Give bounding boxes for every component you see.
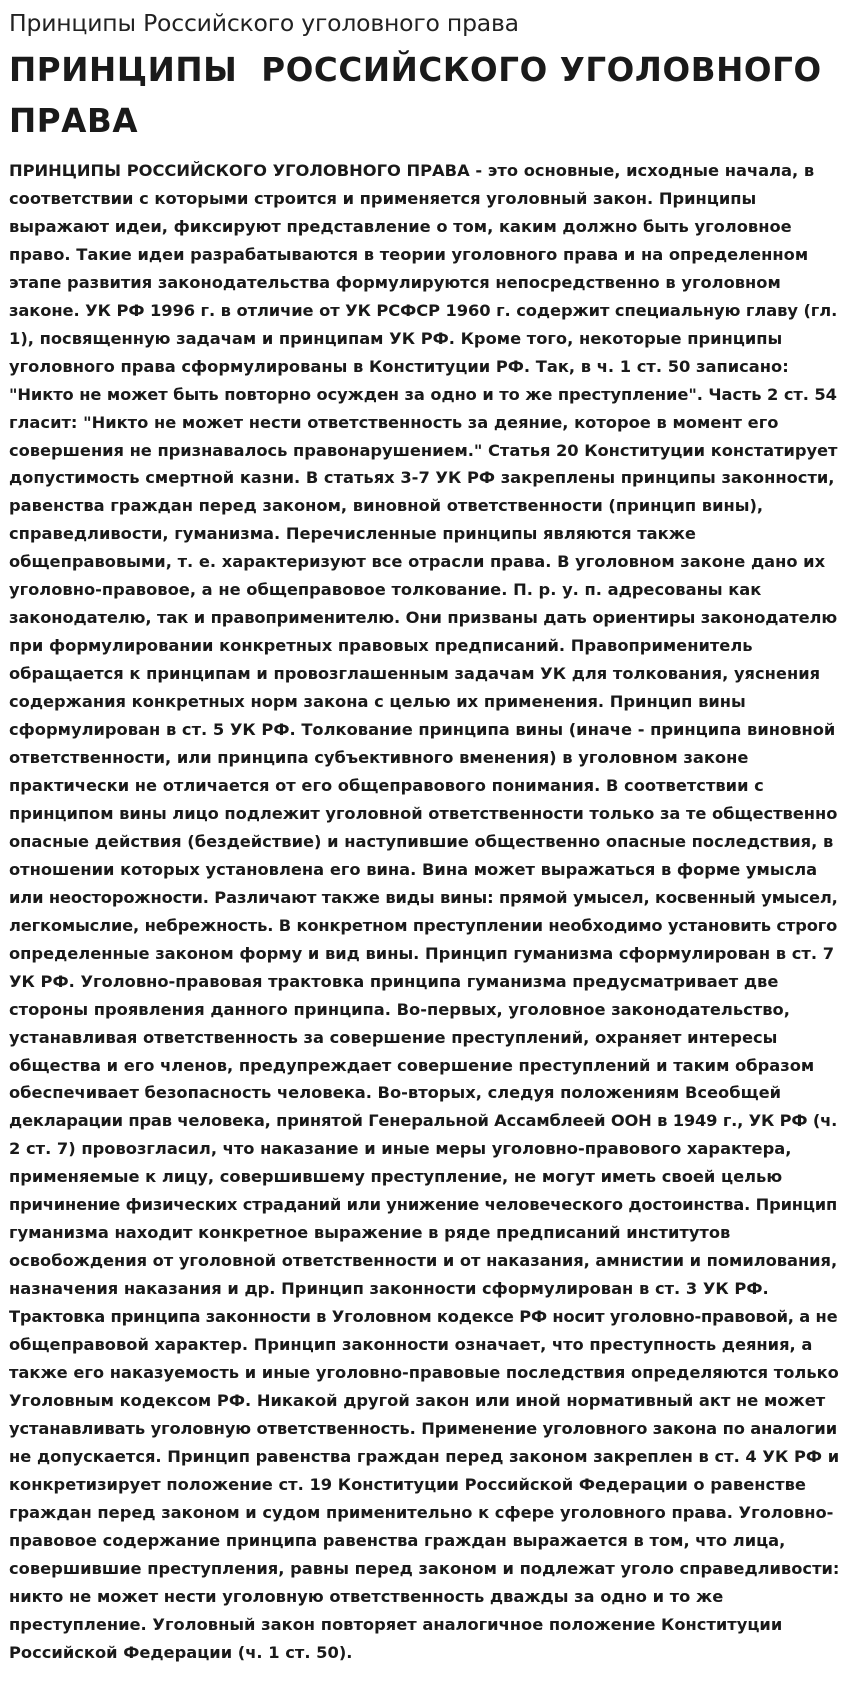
article-body-line: общества и его членов, предупреждает совершение преступлений и таким образом	[9, 1055, 815, 1075]
article-body-line: обеспечивает безопасность человека. Во-вторых, следуя положениям Всеобщей	[9, 1083, 782, 1103]
article-body-line: обращается к принципам и провозглашенным задачам УК для толкования, уяснения	[9, 664, 821, 684]
article-body-line: совершения не признавалось правонарушением." Статья 20 Конституции констатирует	[9, 440, 838, 460]
article-body-line: законодателю, так и правоприменителю. Они призваны дать ориентиры законодателю	[9, 608, 838, 628]
article-body-line: декларации прав человека, принятой Генеральной Ассамблеей ООН в 1949 г., УК РФ (ч.	[9, 1111, 838, 1131]
article-body-line: никто не может нести уголовную ответственность дважды за одно и то же	[9, 1586, 724, 1606]
article-body-line: легкомыслие, небрежность. В конкретном преступлении необходимо установить строго	[9, 915, 838, 935]
article-body-line: содержания конкретных норм закона с целью их применения. Принцип вины	[9, 692, 746, 712]
article-body-line: законе. УК РФ 1996 г. в отличие от УК РСФСР 1960 г. содержит специальную главу (гл.	[9, 300, 838, 320]
article-body-line: или неосторожности. Различают также виды вины: прямой умысел, косвенный умысел,	[9, 887, 838, 907]
article-body-line: "Никто не может быть повторно осужден за одно и то же преступление". Часть 2 ст. 54	[9, 384, 837, 404]
article-body-line: освобождения от уголовной ответственности и от наказания, амнистии и помилования,	[9, 1251, 838, 1271]
article-body-line: соответствии с которыми строится и применяется уголовный закон. Принципы	[9, 188, 757, 208]
article-body-line: уголовного права сформулированы в Конституции РФ. Так, в ч. 1 ст. 50 записано:	[9, 356, 789, 376]
article-body-line: гуманизма находит конкретное выражение в ряде предписаний институтов	[9, 1223, 731, 1243]
article-body	[9, 157, 839, 1666]
page-heading: Принципы Российского уголовного права	[9, 9, 519, 37]
article-body-line: конкретизирует положение ст. 19 Конституции Российской Федерации о равенстве	[9, 1474, 806, 1494]
article-body-line: уголовно-правовое, а не общеправовое толкование. П. р. у. п. адресованы как	[9, 580, 762, 600]
article-body-line: принципом вины лицо подлежит уголовной ответственности только за те общественно	[9, 803, 838, 823]
article-body-line: Российской Федерации (ч. 1 ст. 50).	[9, 1642, 353, 1662]
article-body-line: граждан перед законом и судом применительно к сфере уголовного права. Уголовно-	[9, 1502, 834, 1522]
article-body-line: выражают идеи, фиксируют представление о том, каким должно быть уголовное	[9, 216, 792, 236]
article-body-line: сформулирован в ст. 5 УК РФ. Толкование принципа вины (иначе - принципа виновной	[9, 720, 836, 740]
article-body-line: отношении которых установлена его вина. Вина может выражаться в форме умысла	[9, 859, 818, 879]
article-body-line: допустимость смертной казни. В статьях 3-7 УК РФ закреплены принципы законности,	[9, 468, 835, 488]
article-body-line: УК РФ. Уголовно-правовая трактовка принципа гуманизма предусматривает две	[9, 971, 779, 991]
article-body-line: не допускается. Принцип равенства граждан перед законом закреплен в ст. 4 УК РФ и	[9, 1446, 840, 1466]
article-body-line: гласит: "Никто не может нести ответственность за деяние, которое в момент его	[9, 412, 779, 432]
article-body-line: применяемые к лицу, совершившему преступление, не могут иметь своей целью	[9, 1167, 783, 1187]
article-body-line: общеправовой характер. Принцип законности означает, что преступность деяния, а	[9, 1335, 813, 1355]
article-body-line: справедливости, гуманизма. Перечисленные принципы являются также	[9, 524, 696, 544]
article-body-line: правовое содержание принципа равенства граждан выражается в том, что лица,	[9, 1530, 786, 1550]
article-body-line: право. Такие идеи разрабатываются в теории уголовного права и на определенном	[9, 244, 809, 264]
article-body-line: определенные законом форму и вид вины. Принцип гуманизма сформулирован в ст. 7	[9, 943, 835, 963]
article-body-line: равенства граждан перед законом, виновной ответственности (принцип вины),	[9, 496, 764, 516]
article-body-line: Уголовным кодексом РФ. Никакой другой закон или иной нормативный акт не может	[9, 1390, 826, 1410]
article-body-line: 2 ст. 7) провозгласил, что наказание и иные меры уголовно-правового характера,	[9, 1139, 792, 1159]
article-body-line: устанавливая ответственность за совершение преступлений, охраняет интересы	[9, 1027, 778, 1047]
article-body-line: стороны проявления данного принципа. Во-первых, уголовное законодательство,	[9, 999, 790, 1019]
article-body-line: опасные действия (бездействие) и наступившие общественно опасные последствия, в	[9, 831, 834, 851]
article-body-line: 1), посвященную задачам и принципам УК РФ. Кроме того, некоторые принципы	[9, 328, 783, 348]
article-body-line: назначения наказания и др. Принцип законности сформулирован в ст. 3 УК РФ.	[9, 1279, 769, 1299]
article-body-line: Трактовка принципа законности в Уголовном кодексе РФ носит уголовно-правовой, а не	[9, 1307, 838, 1327]
article-body-line: этапе развития законодательства формулируются непосредственно в уголовном	[9, 272, 781, 292]
article-body-line: ПРИНЦИПЫ РОССИЙСКОГО УГОЛОВНОГО ПРАВА - это основные, исходные начала, в	[9, 161, 815, 180]
article-body-line: преступление. Уголовный закон повторяет аналогичное положение Конституции	[9, 1614, 783, 1634]
article-title: ПРИНЦИПЫ РОССИЙСКОГО УГОЛОВНОГО ПРАВА	[9, 51, 822, 140]
article-body-line: совершившие преступления, равны перед законом и подлежат уголо справедливости:	[9, 1558, 840, 1578]
article-body-line: причинение физических страданий или унижение человеческого достоинства. Принцип	[9, 1195, 838, 1215]
article-body-line: ответственности, или принципа субъективного вменения) в уголовном законе	[9, 748, 749, 768]
article-body-line: устанавливать уголовную ответственность. Применение уголовного закона по аналогии	[9, 1418, 838, 1438]
article-body-line: практически не отличается от его общеправового понимания. В соответствии с	[9, 775, 764, 795]
article-body-line: общеправовыми, т. е. характеризуют все отрасли права. В уголовном законе дано их	[9, 552, 826, 572]
article-body-line: также его наказуемость и иные уголовно-правовые последствия определяются только	[9, 1362, 839, 1382]
article-body-line: при формулировании конкретных правовых предписаний. Правоприменитель	[9, 636, 753, 656]
